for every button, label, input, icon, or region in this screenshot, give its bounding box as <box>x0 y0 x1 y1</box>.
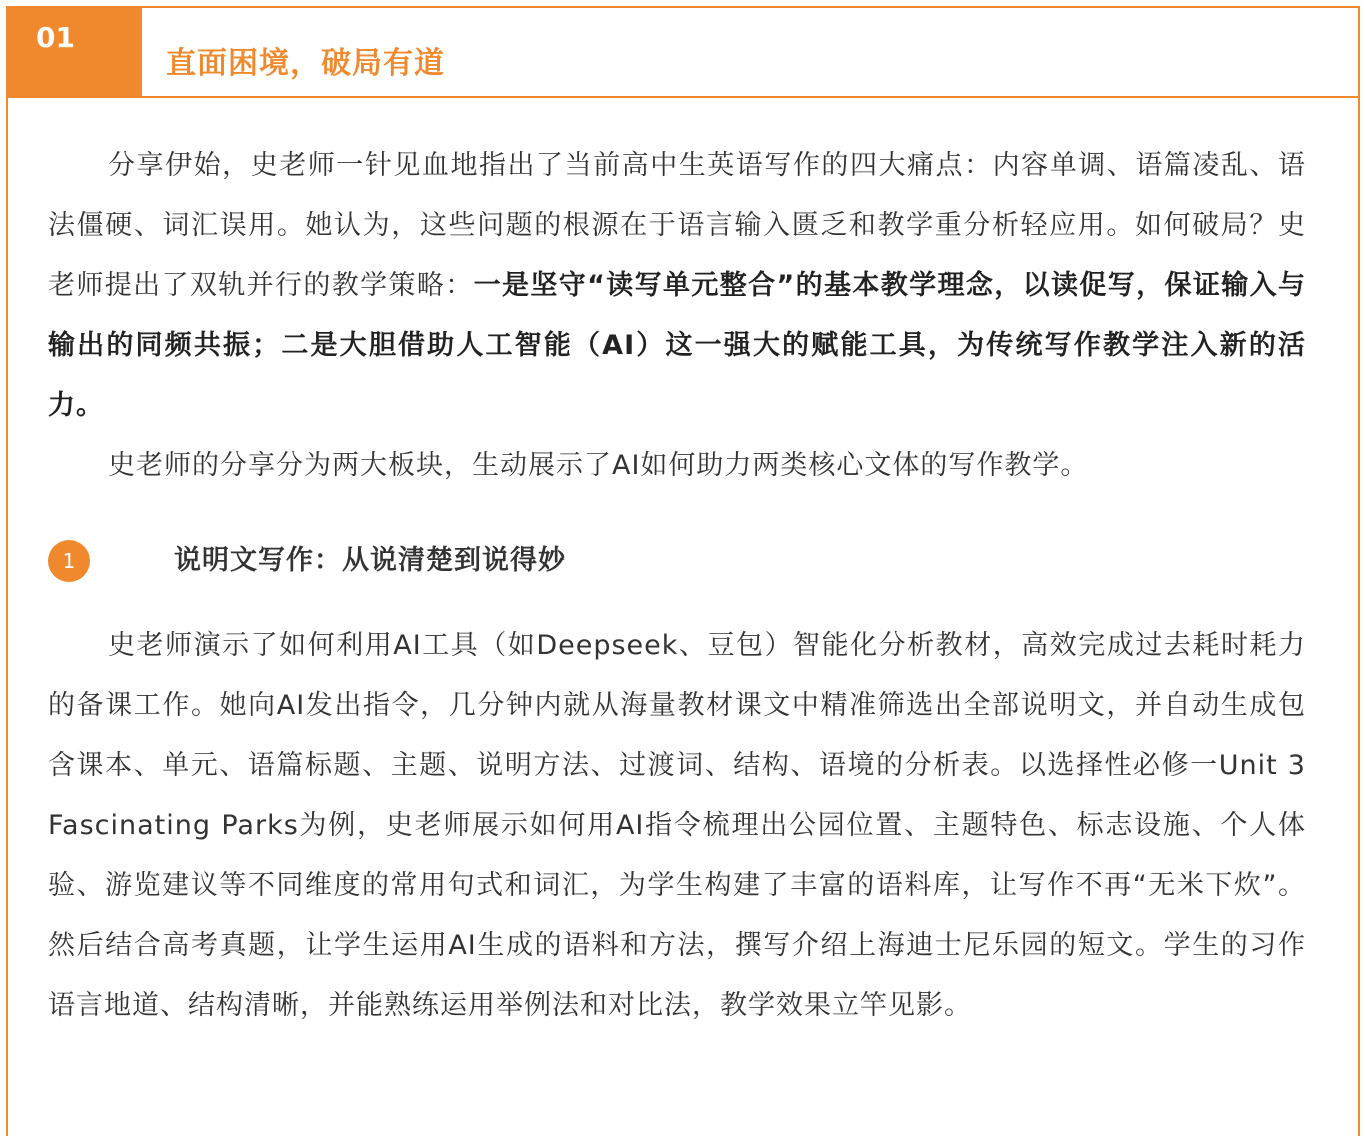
intro-text: 分享伊始，史老师一针见血地指出了当前高中生英语写作的四大痛点：内容单调、语篇凌乱、语法僵硬、词汇误用。她认为，这些问题的根源在于语言输入匮乏和教学重分析轻应用。如何破局？史老师提出了双轨并行的教学策略： <box>48 150 1306 301</box>
body-paragraph: 史老师演示了如何利用AI工具（如Deepseek、豆包）智能化分析教材，高效完成过去耗时耗力的备课工作。她向AI发出指令，几分钟内就从海量教材课文中精准筛选出全部说明文，并自动生成包含课本、单元、语篇标题、主题、说明方法、过渡词、结构、语境的分析表。以选择性必修一Unit 3 Fascinating Parks为例，史老师展示如何用AI指令梳理出公园位置、主题特色、标志设施、个人体验、游览建议等不同维度的常用句式和词汇，为学生构建了丰富的语料库，让写作不再“无米下炊”。然后结合高考真题，让学生运用AI生成的语料和方法，撰写介绍上海迪士尼乐园的短文。学生的习作语言地道、结构清晰，并能熟练运用举例法和对比法，教学效果立竿见影。 <box>48 630 1306 1021</box>
intro-bold-text: 一是坚守“读写单元整合”的基本教学理念，以读促写，保证输入与输出的同频共振；二是大胆借助人工智能（AI）这一强大的赋能工具，为传统写作教学注入新的活力。 <box>48 270 1306 421</box>
section-number-badge <box>8 8 142 96</box>
subsection-number-badge: 1 <box>48 540 90 582</box>
section-header <box>8 8 1358 98</box>
overview-paragraph: 史老师的分享分为两大板块，生动展示了AI如何助力两类核心文体的写作教学。 <box>108 450 1089 481</box>
subsection-heading <box>48 538 948 584</box>
subsection-title: 说明文写作：从说清楚到说得妙 <box>174 545 566 576</box>
section-number: 01 <box>36 21 75 54</box>
intro-paragraph <box>48 136 1306 436</box>
section-title: 直面困境，破局有道 <box>166 46 445 81</box>
